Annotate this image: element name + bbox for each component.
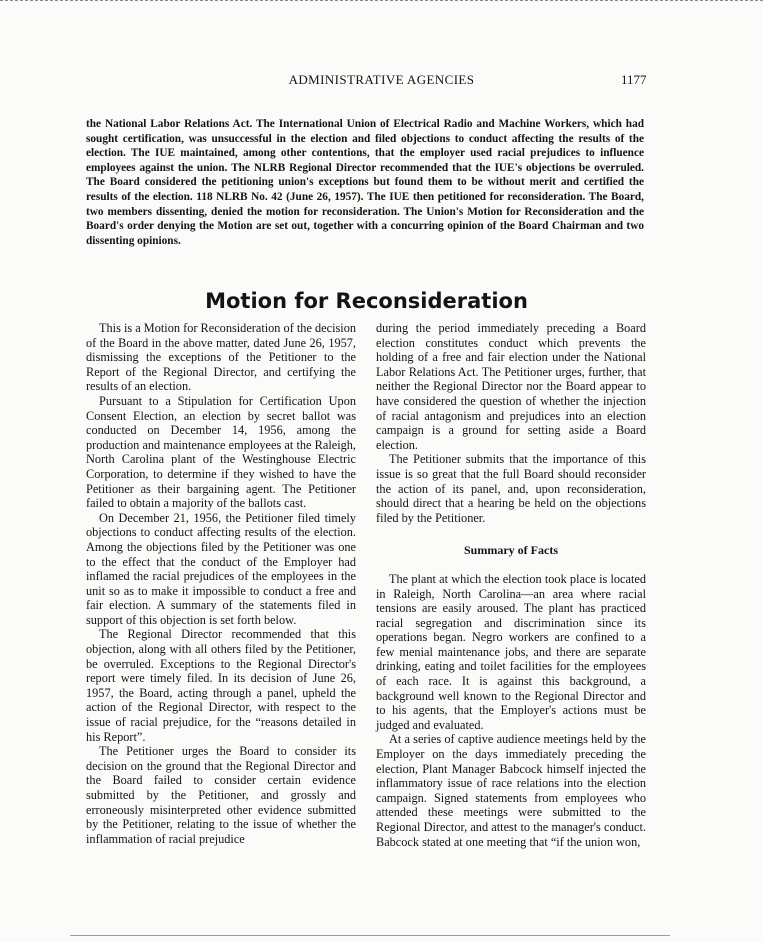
paragraph: This is a Motion for Reconsideration of the decision of the Board in the above matter, dated June 26, 1957, dismissing the exceptions of the Petitioner to the Report of the Regional Director, and certifying the results of an election. [86,321,356,394]
paragraph: On December 21, 1956, the Petitioner filed timely objections to conduct affecting results of the election. Among the objections filed by the Petitioner was one to the effect that the conduct of the Employer had inflamed the racial prejudices of the employees in the unit so as to make it impossible to conduct a free and fair election. A summary of the statements filed in support of this objection is set forth below. [86,510,356,627]
paragraph: The Petitioner urges the Board to consider its decision on the ground that the Regional Director and the Board failed to consider certain evidence submitted by the Petitioner, and grossly and erroneously misinterpreted other evidence submitted by the Petitioner, relating to the issue of whether the inflammation of racial prejudice [86,744,356,846]
headnote: the National Labor Relations Act. The International Union of Electrical Radio and Machine Workers, which had sought certification, was unsuccessful in the election and filed objections to conduct affecting the results of the election. The IUE maintained, among other contentions, that the employer used racial prejudices to influence employees against the union. The NLRB Regional Director recommended that the IUE's objections be overruled. The Board considered the petitioning union's exceptions but found them to be without merit and certified the results of the election. 118 NLRB No. 42 (June 26, 1957). The IUE then petitioned for reconsideration. The Board, two members dissenting, denied the motion for reconsideration. The Union's Motion for Reconsideration and the Board's order denying the Motion are set out, together with a concurring opinion of the Board Chairman and two dissenting opinions. [86,118,644,247]
bottom-page-edge [70,935,670,937]
paragraph: The Petitioner submits that the importance of this issue is so great that the full Board should reconsider the action of its panel, and, upon reconsideration, should direct that a hearing be held on the objections filed by the Petitioner. [376,452,646,525]
right-column [376,321,646,849]
paragraph: At a series of captive audience meetings held by the Employer on the days immediately preceding the election, Plant Manager Babcock himself injected the inflammatory issue of race relations into the election campaign. Signed statements from employees who attended these meetings were submitted to the Regional Director, and attest to the manager's conduct. Babcock stated at one meeting that “if the union won, [376,732,646,849]
page-number: 1177 [621,72,647,87]
left-column [86,321,356,846]
section-title: Motion for Reconsideration [205,289,528,313]
paragraph: The Regional Director recommended that this objection, along with all others filed by the Petitioner, be overruled. Exceptions to the Regional Director's report were timely filed. In its decision of June 26, 1957, the Board, acting through a panel, upheld the action of the Regional Director, with respect to the issue of racial prejudice, for the “reasons detailed in his Report”. [86,627,356,744]
running-title: ADMINISTRATIVE AGENCIES [288,72,475,87]
paragraph: The plant at which the election took place is located in Raleigh, North Carolina—an area where racial tensions are easily aroused. The plant has practiced racial segregation and discrimination since its operations began. Negro workers are confined to a few menial maintenance jobs, and there are separate drinking, eating and toilet facilities for the employees of each race. It is against this background, a background well known to the Regional Director and to his agents, that the Employer's actions must be judged and evaluated. [376,571,646,732]
top-page-edge [0,0,763,2]
paragraph-continued: during the period immediately preceding a Board election constitutes conduct which prevents the holding of a free and fair election under the National Labor Relations Act. The Petitioner urges, further, that neither the Regional Director nor the Board appear to have considered the question of whether the injection of racial antagonism and prejudices into an election campaign is a ground for setting aside a Board election. [376,321,646,452]
subsection-heading: Summary of Facts [464,543,558,558]
paragraph: Pursuant to a Stipulation for Certification Upon Consent Election, an election by secret ballot was conducted on December 14, 1956, among the production and maintenance employees at the Raleigh, North Carolina plant of the Westinghouse Electric Corporation, to determine if they wished to have the Petitioner as their bargaining agent. The Petitioner failed to obtain a majority of the ballots cast. [86,393,356,511]
